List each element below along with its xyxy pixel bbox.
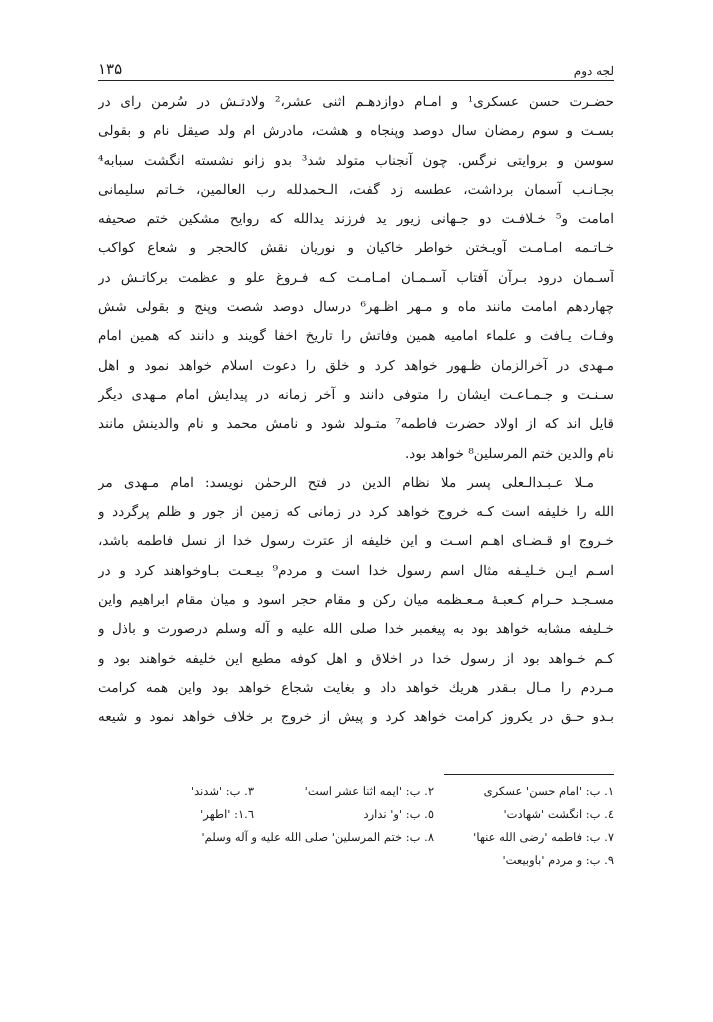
body-line: اسـم ایـن خـلیـفه مثال اسم رسول خدا است و مردم⁹ بیـعـت بـاوخواهند کرد و در bbox=[98, 562, 614, 579]
footnote: ١.٦: 'اطهر' bbox=[200, 807, 254, 821]
footnote: ٨. ب: ختم المرسلین' صلی الله علیه و آله وسلم' bbox=[201, 830, 434, 844]
body-line: خـاتـمه امـامـت آویـختن خواطر خاکیان و نوریان نقش کالحجر و شعاع کواکب bbox=[98, 240, 614, 257]
running-head: لجه دوم bbox=[573, 64, 614, 78]
footnote: ٤. ب: انگشت 'شهادت' bbox=[503, 807, 614, 821]
body-line: امامت و⁵ خـلافـت دو جـهانی زیور ید فرزند یدالله که روایح مشکین ختم صحیفه bbox=[98, 211, 614, 228]
paragraph-end-line: نام والدین ختم المرسلین⁸ خواهد بود. bbox=[404, 445, 614, 462]
body-line: آسـمان درود بـرآن آفتاب آسـمـان امـامـت کـه فـروغ علو و عظمت برکاتـش در bbox=[98, 269, 614, 286]
body-line: مسـجـد حـرام کـعبـهٔ مـعـظمه میان رکن و مقام حجر اسود و میان مقام ابراهیم واین bbox=[98, 592, 614, 609]
body-line: الله را خلیفه است کـه خروج خواهد کرد در زمانی که زمین از جور و ظلم پرگردد و bbox=[98, 504, 614, 521]
body-line: خـروج او قـضـای اهـم اسـت و این خلیفه از عترت رسول خدا از نسل فاطمه باشد، bbox=[98, 533, 614, 550]
footnote-row bbox=[98, 803, 614, 826]
footnote: ١. ب: 'امام حسن' عسکری bbox=[483, 784, 614, 798]
footnote: ٧. ب: فاطمه 'رضی الله عنها' bbox=[473, 830, 614, 844]
body-line: بسـت و سوم رمضان سال دوصد وپنجاه و هشت، مادرش ام ولد صیقل نام و بقولی bbox=[98, 123, 614, 140]
body-line: بـدو حـق در یکروز کرامت خواهد کرد و پیش از خروج بر خلاف خواهد نمود و شیعه bbox=[98, 709, 614, 726]
footnote-row bbox=[98, 780, 614, 803]
body-line: خـلیفه مشابه خواهد بود به پیغمبر خدا صلی الله علیه و آله وسلم درصورت و باذل و bbox=[98, 621, 614, 638]
body-line: مـردم را مـال بـقدر هریك خواهد داد و بغایت شجاع خواهد بود واین همه کرامت bbox=[98, 679, 614, 696]
body-text bbox=[98, 88, 614, 733]
page-number: ۱۳۵ bbox=[98, 60, 123, 78]
body-line: سـنـت و جـمـاعـت ایشان را متوفی دانند و آخر زمانه در پیدایش امام مـهدی دیگر bbox=[98, 386, 614, 403]
body-line: سوسن و بروایتی نرگس. چون آنجناب متولد شد³ بدو زانو نشسته انگشت سبابه⁴ bbox=[98, 152, 614, 169]
footnote: ٣. ب: 'شدند' bbox=[190, 784, 254, 798]
footnotes bbox=[98, 780, 614, 872]
footnote-row bbox=[98, 849, 614, 872]
body-line: قایل اند که از اولاد حضرت فاطمه⁷ متـولد شود و نامش محمد و نام والدینش مانند bbox=[98, 416, 614, 433]
body-line: وفـات یـافت و علماء امامیه همین وفاتش را تاریخ اخفا گویند و دانند که همین امام bbox=[98, 328, 614, 345]
footnote-rule bbox=[444, 774, 614, 775]
body-line: کـم خـواهد بود از رسول خدا در اخلاق و اهل کوفه مطیع این خلیفه خواهند بود و bbox=[98, 650, 614, 667]
body-line: مـهدی در آخرالزمان ظـهور خواهد کرد و خلق را دعوت اسلام خواهد نمود و اهل bbox=[98, 357, 614, 374]
footnote: ٩. ب: و مردم 'باوبیعت' bbox=[502, 853, 614, 867]
page-header bbox=[98, 48, 614, 78]
paragraph-start-line: مـلا عـبـدالـعلی پسر ملا نظام الدین در فتح الرحمٰن نویسد: امام مـهدی مر bbox=[98, 474, 594, 491]
body-line: چهاردهم امامت مانند ماه و مـهر اظـهر⁶ درسال دوصد شصت وپنج و بقولی شش bbox=[98, 299, 614, 316]
body-line: حضـرت حسن عسکری¹ و امـام دوازدهـم اثنی عشر،² ولادتـش در سُرمن رای در bbox=[98, 94, 614, 110]
footnote: ٥. ب: 'و' ندارد bbox=[363, 807, 434, 821]
footnote: ٢. ب: 'ایمه اثنا عشر است' bbox=[304, 784, 434, 798]
body-line: بجـانـب آسمان برداشت، عطسه زد گفت، الـحمدلله رب العالمین، خـاتم سلیمانی bbox=[98, 181, 614, 198]
footnote-row bbox=[98, 826, 614, 849]
header-rule bbox=[98, 80, 614, 81]
